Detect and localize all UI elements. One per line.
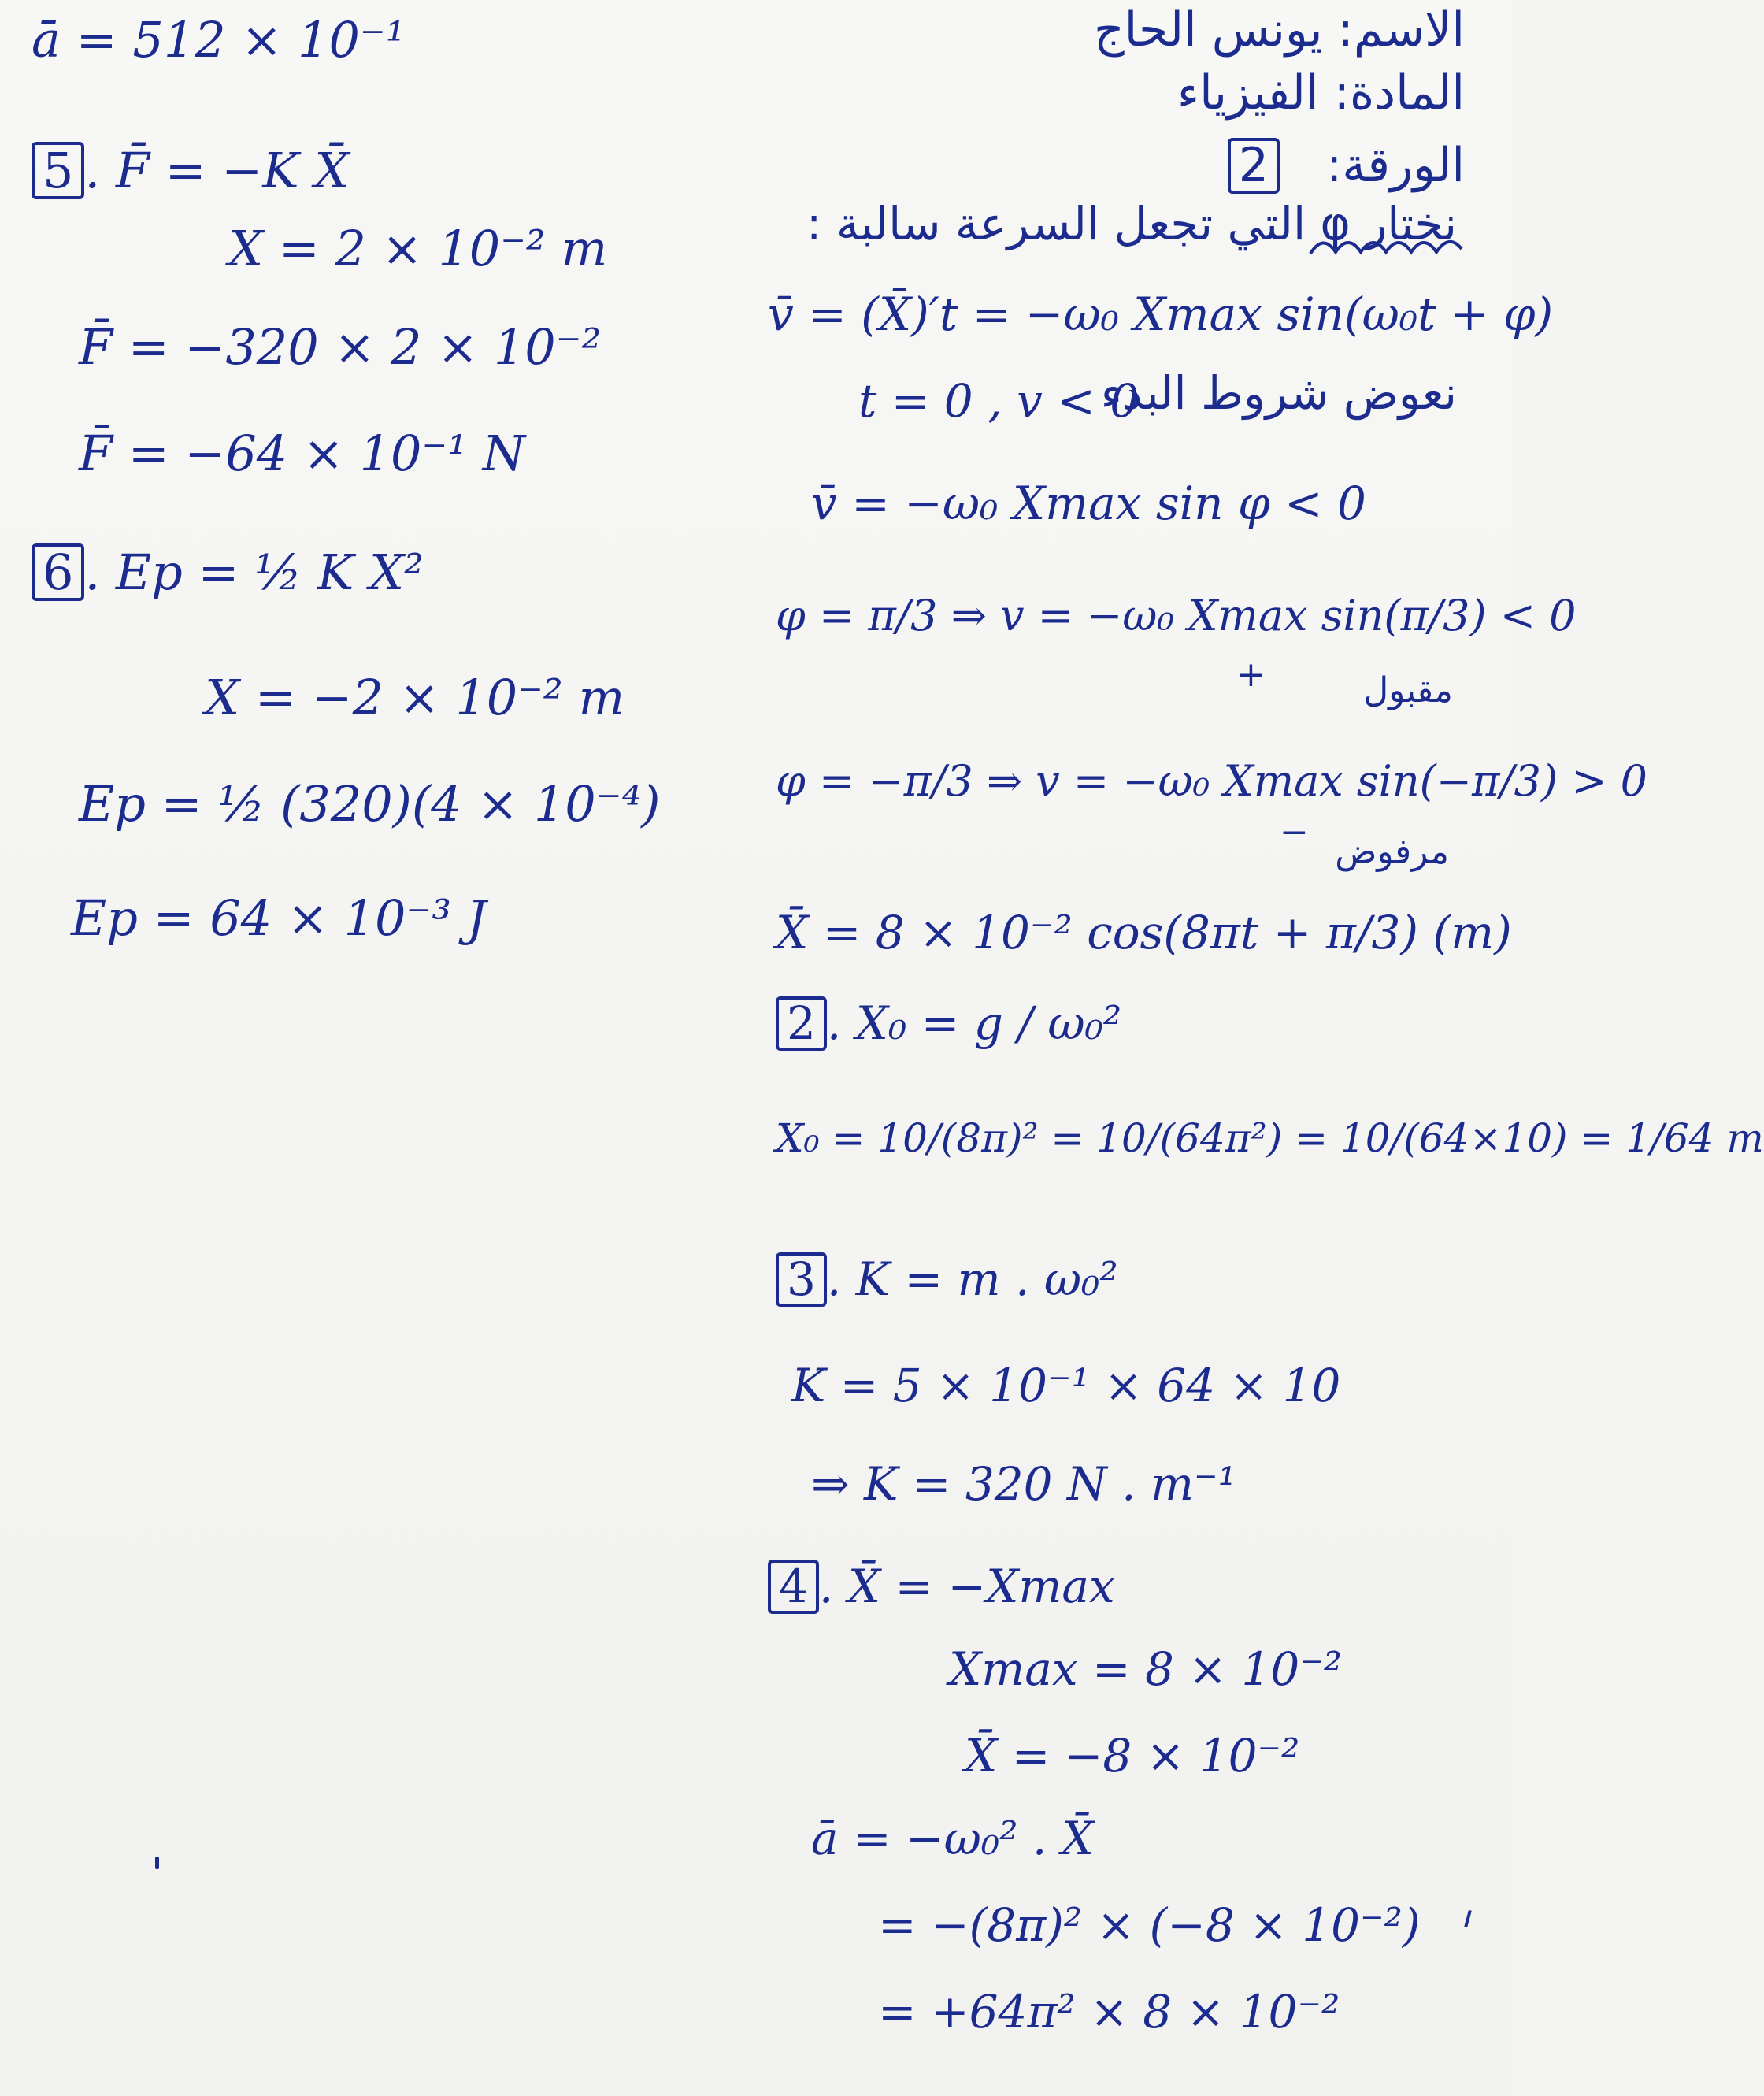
right-line-22: = −(8π)² × (−8 × 10⁻²) bbox=[878, 1898, 1421, 1952]
right-line-9: φ = −π/3 ⇒ v = −ω₀ Xmax sin(−π/3) > 0 bbox=[776, 756, 1647, 806]
left-line-5: F̄ = −64 × 10⁻¹ N bbox=[79, 425, 526, 482]
left-line-7: X = −2 × 10⁻² m bbox=[205, 669, 625, 726]
right-line-12: X̄ = 8 × 10⁻² cos(8πt + π/3) (m) bbox=[776, 906, 1512, 959]
paper-line bbox=[1228, 138, 1465, 194]
left-line-2 bbox=[32, 142, 349, 199]
right-line-7: + bbox=[1236, 655, 1266, 695]
right-line-19: Xmax = 8 × 10⁻² bbox=[949, 1642, 1343, 1696]
paper-label: الورقة: bbox=[1326, 138, 1465, 193]
right-line-14: X₀ = 10/(8π)² = 10/(64π²) = 10/(64×10) = 1/64 m bbox=[776, 1115, 1764, 1161]
right-line-11: مرفوض bbox=[1335, 832, 1449, 872]
right-line-5: v̄ = −ω₀ Xmax sin φ < 0 bbox=[811, 477, 1366, 530]
stray-pen-tick bbox=[1464, 1910, 1472, 1927]
right-line-15 bbox=[776, 1252, 1118, 1307]
right-line-13 bbox=[776, 996, 1121, 1051]
right-line-1: نختار φ التي تجعل السرعة سالبة : bbox=[806, 197, 1457, 250]
paper-number-box: 2 bbox=[1228, 138, 1280, 194]
right-line-6: φ = π/3 ⇒ v = −ω₀ Xmax sin(π/3) < 0 bbox=[776, 591, 1577, 640]
right-line-4: t = 0 , v < 0 bbox=[858, 374, 1140, 428]
question-6-box: 6 bbox=[32, 543, 84, 601]
right-line-20: X̄ = −8 × 10⁻² bbox=[965, 1729, 1300, 1783]
question-5-box: 5 bbox=[32, 142, 84, 199]
stray-pen-mark bbox=[155, 1857, 159, 1869]
right-line-13-text: . X₀ = g / ω₀² bbox=[826, 996, 1122, 1050]
right-line-18 bbox=[768, 1560, 1115, 1614]
question-4-box: 4 bbox=[768, 1560, 819, 1614]
left-line-9: Ep = 64 × 10⁻³ J bbox=[71, 889, 487, 947]
right-line-21: ā = −ω₀² . X̄ bbox=[811, 1812, 1095, 1865]
question-3-box: 3 bbox=[776, 1252, 827, 1307]
student-name-line: الاسم: يونس الحاج bbox=[1093, 2, 1465, 58]
subject-line: المادة: الفيزياء bbox=[1177, 65, 1465, 121]
left-line-6-text: . Ep = ½ K X² bbox=[84, 543, 424, 601]
question-2-box: 2 bbox=[776, 996, 827, 1051]
right-line-23: = +64π² × 8 × 10⁻² bbox=[878, 1985, 1340, 2038]
right-line-15-text: . K = m . ω₀² bbox=[826, 1252, 1118, 1306]
scribble-icon bbox=[1307, 230, 1465, 260]
left-line-1: ā = 512 × 10⁻¹ bbox=[32, 11, 406, 69]
left-line-6 bbox=[32, 543, 424, 601]
right-line-10: − bbox=[1280, 812, 1309, 852]
right-line-16: K = 5 × 10⁻¹ × 64 × 10 bbox=[791, 1359, 1341, 1412]
right-line-8: مقبول bbox=[1363, 670, 1453, 710]
right-line-17: ⇒ K = 320 N . m⁻¹ bbox=[811, 1457, 1236, 1511]
right-line-18-text: . X̄ = −Xmax bbox=[818, 1560, 1115, 1613]
left-line-8: Ep = ½ (320)(4 × 10⁻⁴) bbox=[79, 775, 661, 833]
right-line-2: v̄ = (X̄)′t = −ω₀ Xmax sin(ω₀t + φ) bbox=[768, 288, 1554, 341]
left-line-4: F̄ = −320 × 2 × 10⁻² bbox=[79, 318, 602, 376]
left-line-3: X = 2 × 10⁻² m bbox=[228, 220, 608, 277]
left-line-2-text: . F̄ = −K X̄ bbox=[84, 142, 350, 199]
right-line-3: نعوض شروط البدء bbox=[1100, 366, 1457, 420]
